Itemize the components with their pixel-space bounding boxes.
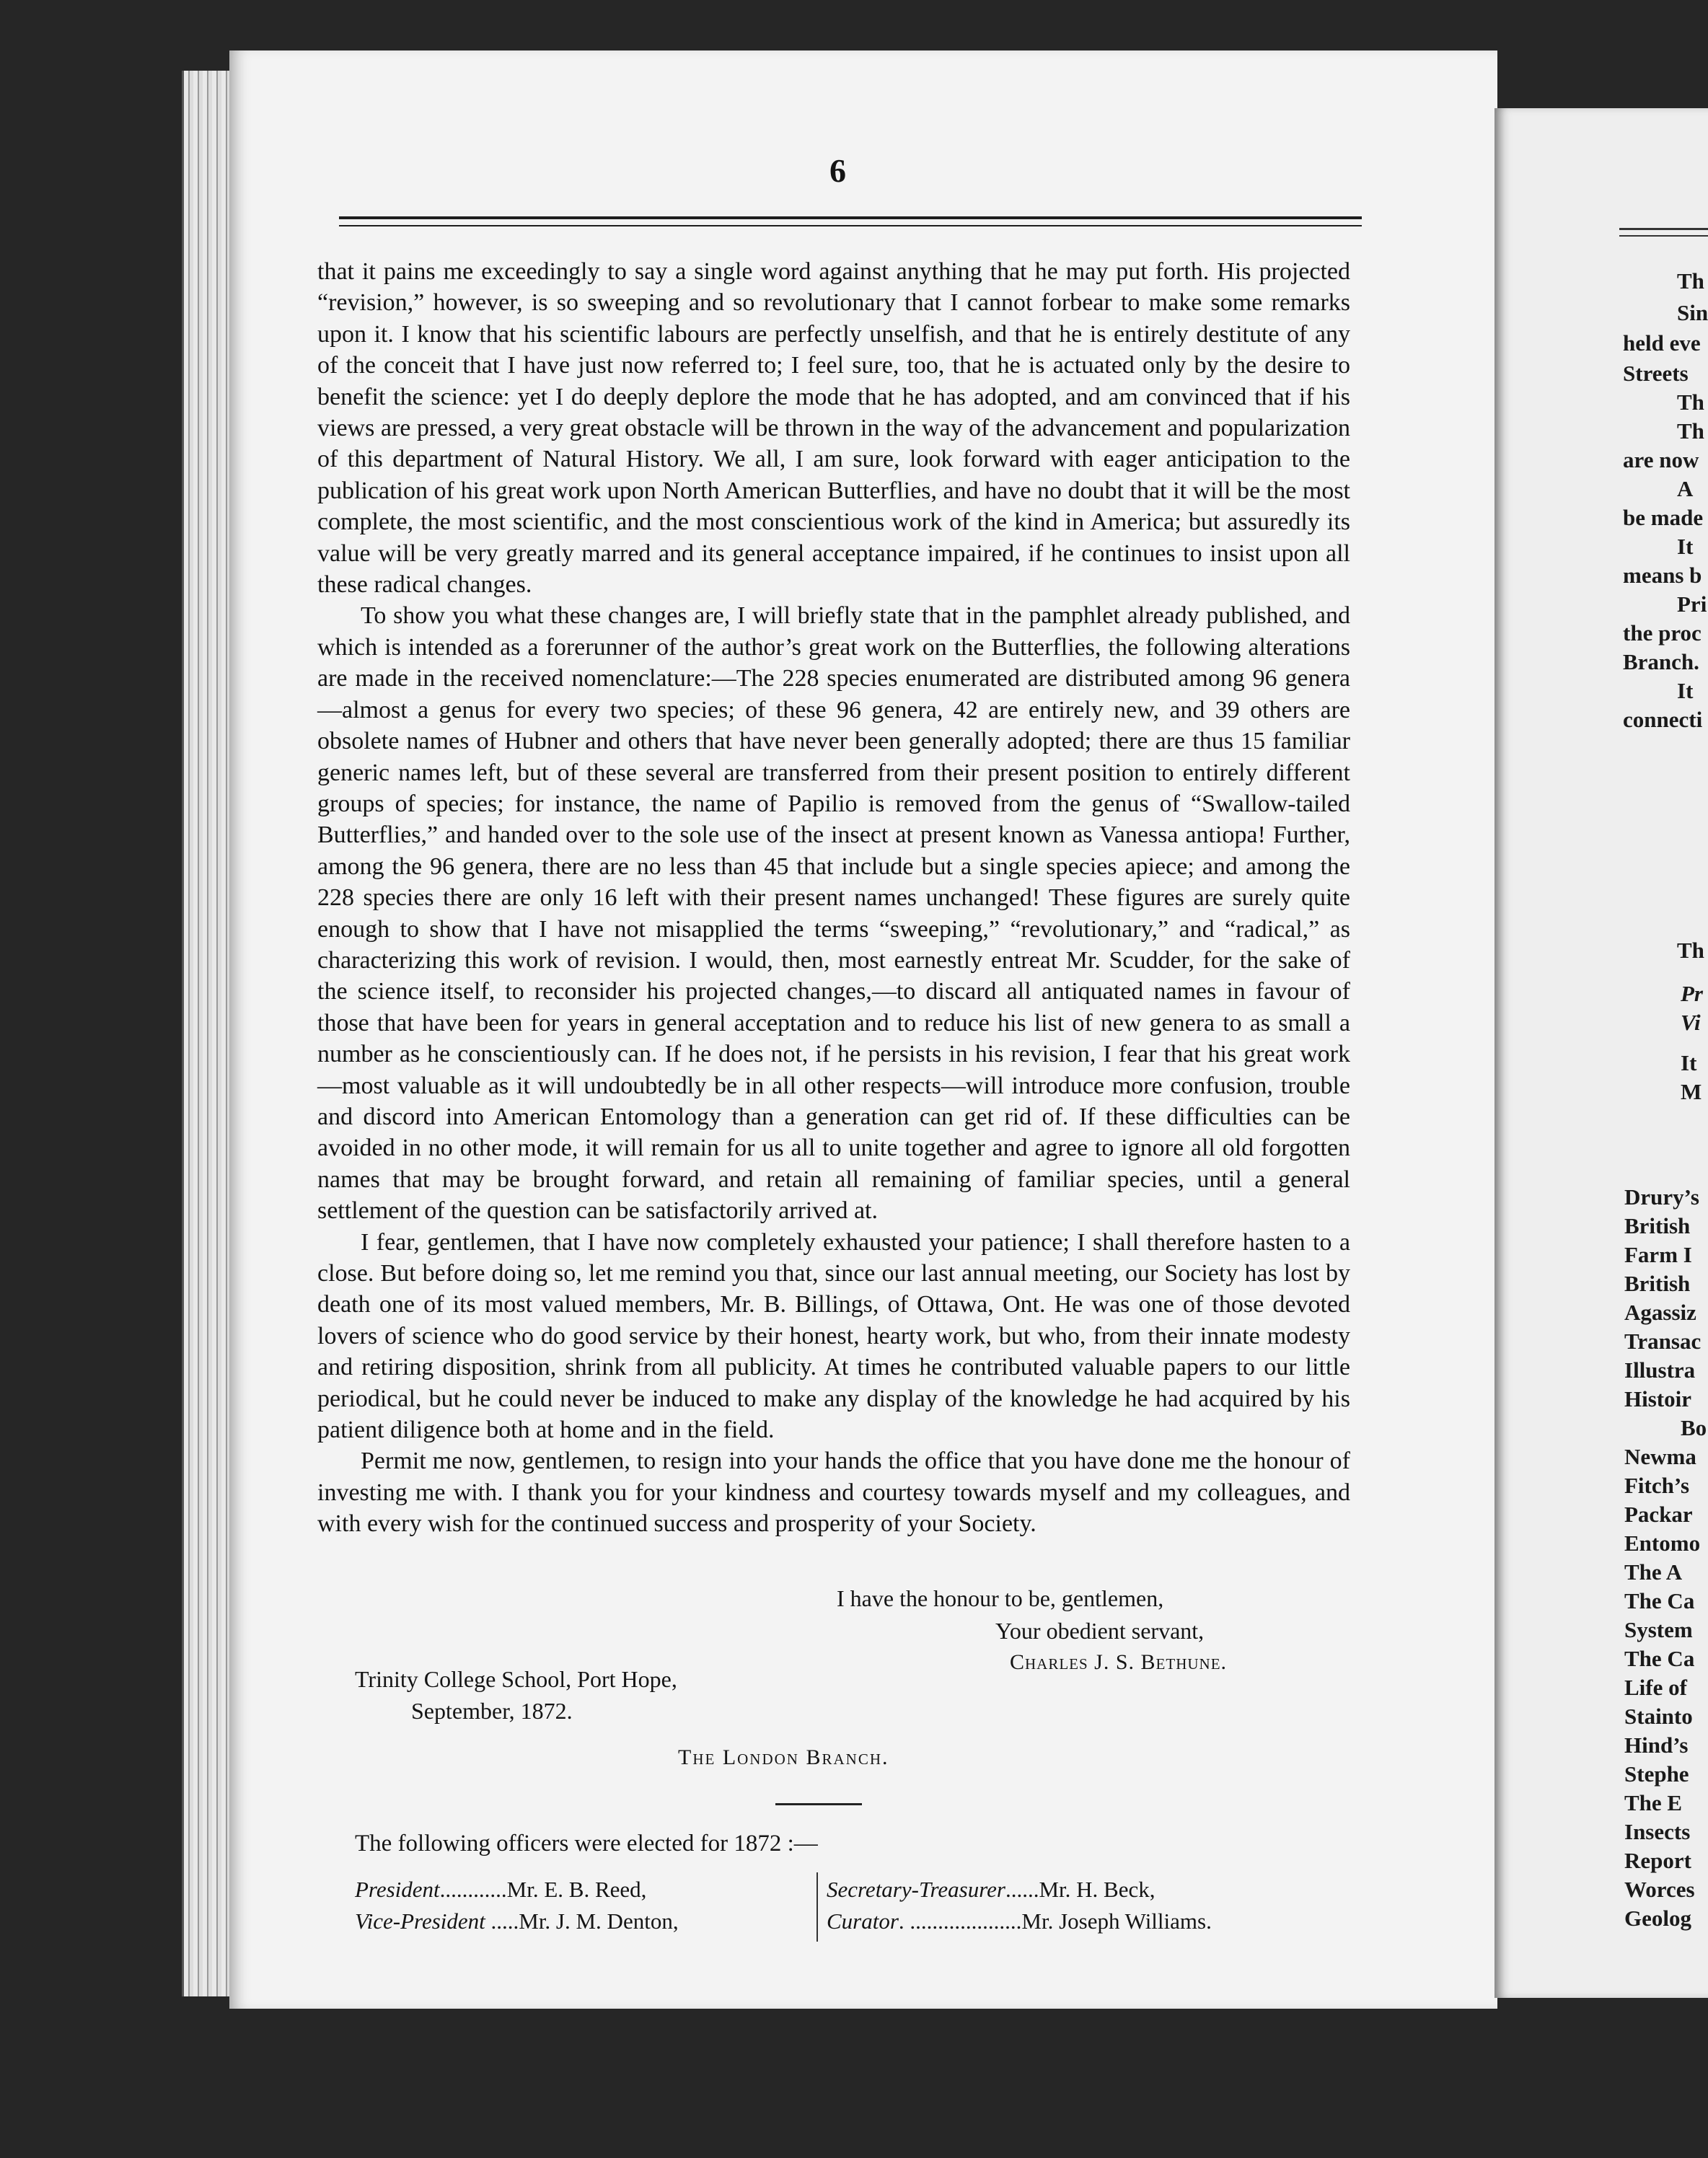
right-page-fragment: Life of: [1624, 1675, 1687, 1700]
right-page-fragment: The Ca: [1624, 1588, 1695, 1613]
officer-leader: .....: [485, 1908, 519, 1934]
officer-title: Curator: [827, 1908, 899, 1934]
officer-entry: [827, 1877, 1155, 1903]
right-page-fragment: be made: [1623, 505, 1704, 530]
section-heading: The London Branch.: [678, 1745, 889, 1769]
right-page-fragment: The E: [1624, 1790, 1683, 1815]
right-page-fragment: A: [1677, 476, 1694, 501]
right-page-fragment: Sin: [1677, 300, 1708, 325]
officer-title: Secretary-Treasurer: [827, 1877, 1005, 1902]
right-page-fragment: connecti: [1623, 707, 1703, 732]
right-page-fragment: Hind’s: [1624, 1732, 1689, 1758]
right-page-fragment: It: [1677, 678, 1694, 703]
right-page-rule-thin: [1619, 235, 1708, 237]
officer-entry: [355, 1877, 646, 1903]
officer-entry: [355, 1908, 679, 1934]
officers-intro: The following officers were elected for 1872 :—: [355, 1831, 818, 1857]
right-page-fragment: M: [1681, 1079, 1702, 1104]
right-page-fragment: System: [1624, 1617, 1693, 1642]
right-page-fragment: Geolog: [1624, 1906, 1691, 1931]
right-page-fragment: Agassiz: [1624, 1300, 1696, 1325]
closing-line: I have the honour to be, gentlemen,: [837, 1585, 1164, 1611]
right-page-fragment: Pr: [1681, 981, 1703, 1006]
officer-name: Mr. E. B. Reed,: [506, 1877, 647, 1902]
right-page-fragment: held eve: [1623, 330, 1701, 356]
right-page-fragment: Stainto: [1624, 1704, 1693, 1729]
right-page-fragment: It: [1681, 1050, 1697, 1075]
closing-line: Your obedient servant,: [995, 1618, 1205, 1644]
paragraph: I fear, gentlemen, that I have now completely exhausted your patience; I shall therefore hasten to a close. But before doing so, let me remind you that, since our last annual meeting, our Society has lost by death one of its most valued members, Mr. B. Billings, of Ottawa, Ont. He was one of those devoted lovers of science who do good service by their honest, hearty work, but who, from their innate modesty and retiring disposition, shrink from all publicity. At times he contributed valuable papers to our little periodical, but he could never be induced to make any display of the knowledge he had acquired by his patient diligence both at home and in the field.: [317, 1228, 1350, 1444]
right-page-fragment: Th: [1677, 268, 1704, 294]
right-page-fragment: Th: [1677, 938, 1704, 963]
right-page-fragment: Entomo: [1624, 1531, 1701, 1556]
right-page-fragment: Fitch’s: [1624, 1473, 1690, 1498]
officer-name: Mr. J. M. Denton,: [519, 1908, 679, 1934]
paragraph: Permit me now, gentlemen, to resign into your hands the office that you have done me the honour of investing me with. I thank you for your kindness and courtesy towards myself and my colleagues, and with every wish for the continued success and prosperity of your Society.: [317, 1448, 1350, 1538]
section-rule: [775, 1803, 862, 1805]
right-page-fragment: Report: [1624, 1848, 1691, 1873]
right-page-fragment: Streets: [1623, 361, 1689, 386]
officer-leader: ............: [439, 1877, 507, 1902]
right-page-fragment: Worces: [1624, 1877, 1695, 1902]
officer-leader: ......: [1005, 1877, 1039, 1902]
letter-body: [317, 256, 1350, 1540]
right-page-fragment: the proc: [1623, 620, 1702, 646]
right-page-fragment: Branch.: [1623, 649, 1699, 674]
officer-name: Mr. H. Beck,: [1039, 1877, 1155, 1902]
right-page-fragment: are now: [1623, 447, 1699, 472]
right-page-fragment: British: [1624, 1213, 1691, 1238]
officer-title: Vice-President: [355, 1908, 485, 1934]
right-page-fragment: Bo: [1681, 1415, 1707, 1440]
header-rule-thin: [339, 225, 1362, 226]
officer-name: Mr. Joseph Williams.: [1021, 1908, 1212, 1934]
letter-date: September, 1872.: [411, 1698, 573, 1724]
right-page-fragment: Illustra: [1624, 1357, 1696, 1383]
right-page-fragment: Histoir: [1624, 1386, 1691, 1411]
letter-place: Trinity College School, Port Hope,: [355, 1666, 677, 1692]
right-page-rule: [1619, 228, 1708, 230]
right-page-fragment: Farm I: [1624, 1242, 1692, 1267]
right-page-fragment: The A: [1624, 1559, 1683, 1585]
signature: Charles J. S. Bethune.: [1010, 1650, 1228, 1674]
right-page-fragment: Insects: [1624, 1819, 1691, 1844]
right-page-fragment: Vi: [1681, 1010, 1701, 1035]
right-page-fragment: The Ca: [1624, 1646, 1695, 1671]
right-page-fragment: Stephe: [1624, 1761, 1689, 1787]
right-page-fragment: It: [1677, 534, 1694, 559]
right-page-fragment: Transac: [1624, 1329, 1702, 1354]
right-page-fragment: Packar: [1624, 1502, 1693, 1527]
right-page-fragment: Newma: [1624, 1444, 1696, 1469]
officers-divider: [816, 1872, 818, 1942]
officer-entry: [827, 1908, 1212, 1934]
right-page-fragment: British: [1624, 1271, 1691, 1296]
right-page-fragment: Drury’s: [1624, 1184, 1699, 1210]
right-page-fragment: Th: [1677, 389, 1704, 415]
paragraph: To show you what these changes are, I will briefly state that in the pamphlet already published, and which is intended as a forerunner of the author’s great work on the Butterflies, the following alterations are made in the received nomenclature:—The 228 species enumerated are distributed among 96 genera—almost a genus for every two species; of these 96 genera, 42 are entirely new, and 39 others are obsolete names of Hubner and others that have never been generally adopted; there are thus 15 familiar generic names left, but of these several are transferred from their present position to entirely different groups of species; for instance, the name of Papilio is removed from the genus of “Swallow-tailed Butterflies,” and handed over to the sole use of the insect at present known as Vanessa antiopa! Further, among the 96 genera, there are no less than 45 that include but a single species apiece; and among the 228 species there are only 16 left with their present names unchanged! These figures are surely quite enough to show that I have not misapplied the terms “sweeping,” “revolutionary,” and “radical,” as characterizing this work of revision. I would, then, most earnestly entreat Mr. Scudder, for the sake of the science itself, to reconsider his projected changes,—to discard all antiquated names in favour of those that have been for years in general acceptation and to reduce his list of new genera to as small a number as he conscientiously can. If he does not, if he persists in his revision, I fear that his great work—most valuable as it will undoubtedly be in all other respects—will introduce more confusion, trouble and discord into American Entomology than a generation can get rid of. If these difficulties can be avoided in no other mode, it will remain for us all to unite together and agree to ignore all old forgotten names that may be brought forward, and retain all remaining of familiar species, until a general settlement of the question can be satisfactorily arrived at.: [317, 602, 1350, 1225]
right-page-fragment: Th: [1677, 418, 1704, 444]
right-page-fragment: Pri: [1677, 591, 1707, 617]
officer-title: President: [355, 1877, 440, 1902]
paragraph: that it pains me exceedingly to say a single word against anything that he may put forth. His projected “revision,” however, is so sweeping and so revolutionary that I cannot forbear to make some remarks upon it. I know that his scientific labours are perfectly unselfish, and that he is entirely destitute of any of the conceit that I have just now referred to; I feel sure, too, that he is actuated only by the desire to benefit the science: yet I do deeply deplore the mode that he has adopted, and am convinced that if his views are pressed, a very great obstacle will be thrown in the way of the advancement and popularization of this department of Natural History. We all, I am sure, look forward with eager anticipation to the publication of his great work upon North American Butterflies, and have no doubt that it will be the most complete, the most scientific, and the most conscientious work of the kind in America; but assuredly its value will be very greatly marred and its general acceptance impaired, if he continues to insist upon all these radical changes.: [317, 258, 1350, 599]
officer-leader: . ....................: [898, 1908, 1022, 1934]
page-number: 6: [829, 152, 846, 189]
right-page-fragment: means b: [1623, 563, 1702, 588]
header-rule: [339, 216, 1362, 219]
